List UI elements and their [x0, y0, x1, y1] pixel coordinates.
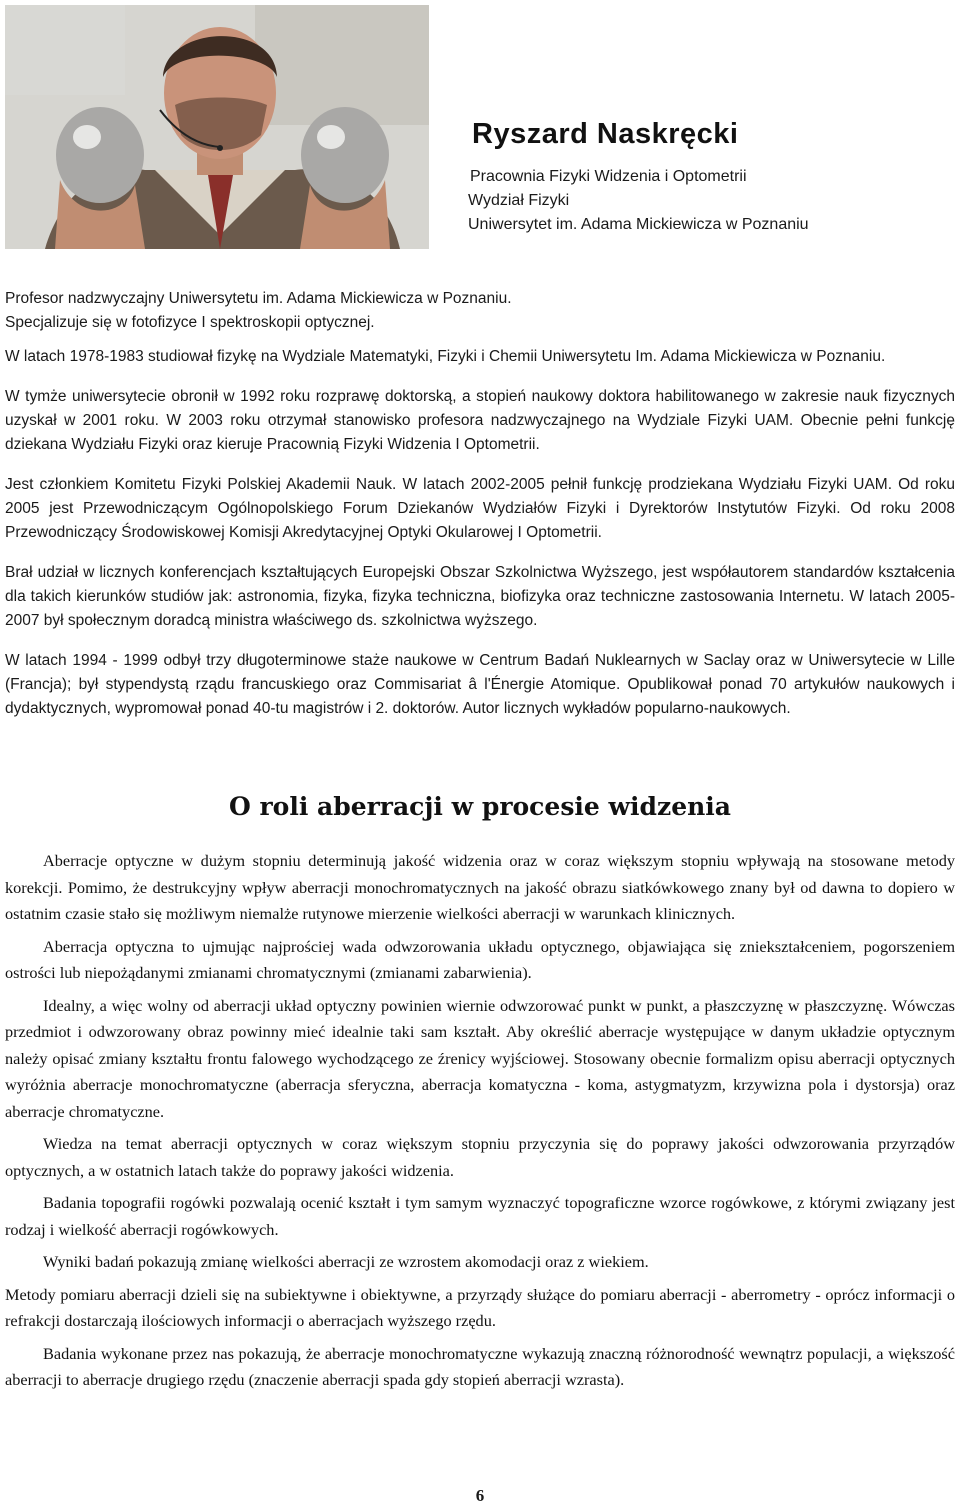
article-body	[5, 848, 955, 1400]
bio-paragraph: W latach 1994 - 1999 odbył trzy długoterminowe staże naukowe w Centrum Badań Nuklearnych w Saclay oraz w Uniwersytecie w Lille (Francja); był stypendystą rządu francuskiego oraz Commisariat â l'Énergie Atomique. Opublikował ponad 70 artykułów naukowych i dydaktycznych, wypromował ponad 40-tu magistrów i 2. doktorów. Autor licznych wykładów popularno-naukowych.	[5, 652, 955, 717]
article-title: O roli aberracji w procesie widzenia	[229, 792, 731, 821]
author-photo-illustration	[5, 5, 429, 249]
article-paragraph: Aberracje optyczne w dużym stopniu determinują jakość widzenia oraz w coraz większym stopniu wpływają na stosowane metody korekcji. Pomimo, że destrukcyjny wpływ aberracji monochromatycznych na jakość obrazu siatkówkowego znany był od dawna to dopiero w ostatnim czasie stało się możliwym niemalże rutynowe mierzenie wielkości aberracji w warunkach klinicznych.	[5, 851, 955, 923]
affiliation-university: Uniwersytet im. Adama Mickiewicza w Poznaniu	[468, 216, 809, 233]
bio-paragraph: Jest członkiem Komitetu Fizyki Polskiej Akademii Nauk. W latach 2002-2005 pełnił funkcję prodziekana Wydziału Fizyki UAM. Od roku 2005 jest Przewodniczącym Ogólnopolskiego Forum Dziekanów Wydziałów Fizyki i Dyrektorów Instytutów Fizyki. Od roku 2008 Przewodniczący Środowiskowej Komisji Akredytacyjnej Optyki Okularowej I Optometrii.	[5, 476, 955, 541]
author-bio	[5, 287, 955, 721]
article-paragraph: Aberracja optyczna to ujmując najprościej wada odwzorowania układu optycznego, objawiająca się zniekształceniem, pogorszeniem ostrości lub niepożądanymi zmianami chromatycznymi (zmianami zabarwienia).	[5, 936, 955, 982]
author-photo	[5, 5, 429, 249]
article-paragraph: Wiedza na temat aberracji optycznych w coraz większym stopniu przyczynia się do poprawy jakości odwzorowania przyrządów optycznych, a w ostatnich latach także do poprawy jakości widzenia.	[5, 1134, 955, 1180]
bio-paragraph: W latach 1978-1983 studiował fizykę na Wydziale Matematyki, Fizyki i Chemii Uniwersytetu Im. Adama Mickiewicza w Poznaniu.	[5, 348, 886, 365]
bio-paragraph: W tymże uniwersytecie obronił w 1992 roku rozprawę doktorską, a stopień naukowy doktora habilitowanego w zakresie nauk fizycznych uzyskał w 2001 roku. W 2003 roku otrzymał stanowisko profesora nadzwyczajnego na Wydziale Fizyki UAM. Obecnie pełni funkcję dziekana Wydziału Fizyki oraz kieruje Pracownią Fizyki Widzenia I Optometrii.	[5, 388, 955, 453]
bio-paragraph: Brał udział w licznych konferencjach kształtujących Europejski Obszar Szkolnictwa Wyższego, jest współautorem standardów kształcenia dla takich kierunków studiów jak: astronomia, fizyka, fizyka techniczna, biofizyka oraz techniczne zastosowania Internetu. W latach 2005-2007 był społecznym doradcą ministra właściwego ds. szkolnictwa wyższego.	[5, 564, 955, 629]
author-header	[468, 118, 809, 237]
article-paragraph: Idealny, a więc wolny od aberracji układ optyczny powinien wiernie odwzorować punkt w punkt, a płaszczyznę w płaszczyznę. Wówczas przedmiot i odwzorowany obraz powinny mieć idealnie taki sam kształt. Aby określić aberracje występujące w danym układzie optycznym należy opisać zmiany kształtu frontu falowego wychodzącego ze źrenicy wyjściowej. Stosowany obecnie formalizm opisu aberracji optycznych wyróżnia aberracje monochromatyczne (aberracja sferyczna, aberracja komatyczna - koma, astygmatyzm, krzywizna pola i dystorsja) oraz aberracje chromatyczne.	[5, 995, 955, 1121]
author-affiliation	[468, 165, 809, 237]
affiliation-faculty: Wydział Fizyki	[468, 192, 570, 209]
affiliation-lab: Pracownia Fizyki Widzenia i Optometrii	[470, 168, 747, 185]
article-paragraph: Badania topografii rogówki pozwalają ocenić kształt i tym samym wyznaczyć topograficzne wzorce rogówkowe, z którymi związany jest rodzaj i wielkość aberracji rogówkowych.	[5, 1193, 955, 1239]
bio-line: Profesor nadzwyczajny Uniwersytetu im. Adama Mickiewicza w Poznaniu.	[5, 290, 512, 307]
article-paragraph: Badania wykonane przez nas pokazują, że aberracje monochromatyczne wykazują znaczną różnorodność wewnątrz populacji, a większość aberracji to aberracje drugiego rzędu (znaczenie aberracji spada gdy stopień aberracji wzrasta).	[5, 1343, 955, 1389]
author-name: Ryszard Naskręcki	[472, 118, 739, 150]
page-number: 6	[475, 1486, 485, 1505]
article-paragraph: Wyniki badań pokazują zmianę wielkości aberracji ze wzrostem akomodacji oraz z wiekiem.	[43, 1252, 649, 1271]
article-paragraph: Metody pomiaru aberracji dzieli się na subiektywne i obiektywne, a przyrządy służące do pomiaru aberracji - aberrometry - oprócz informacji o refrakcji dostarczają ilościowych informacji o aberracjach wyższego rzędu.	[5, 1284, 955, 1330]
bio-line: Specjalizuje się w fotofizyce I spektroskopii optycznej.	[5, 314, 375, 331]
